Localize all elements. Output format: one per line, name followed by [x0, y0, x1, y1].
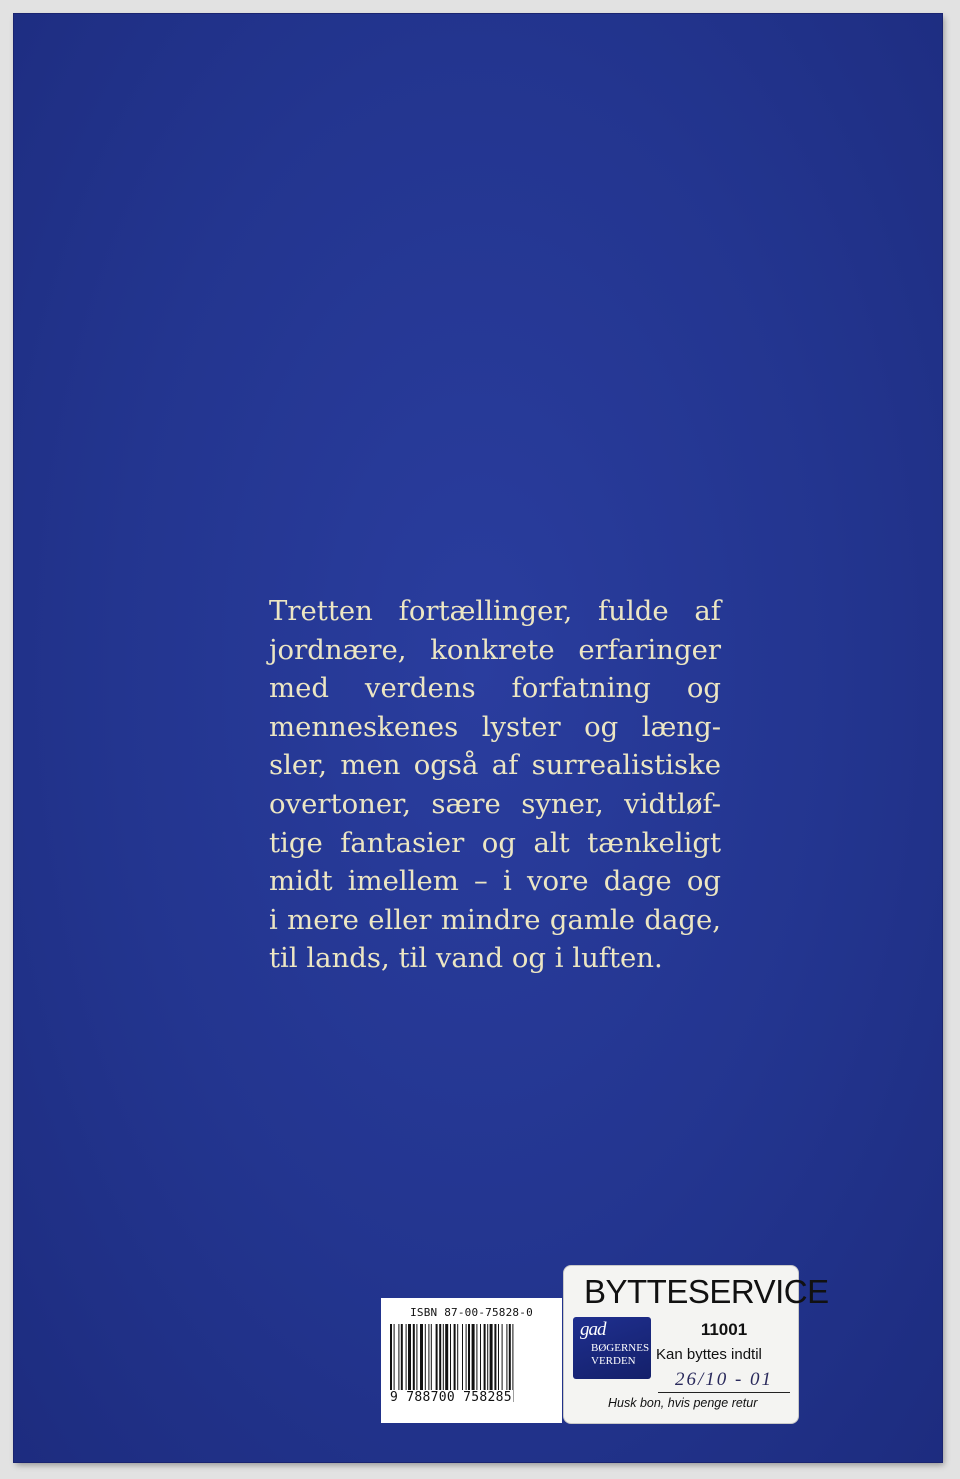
exchange-sticker [564, 1266, 829, 1423]
blurb-line: til lands, til vand og i luften. [269, 942, 663, 975]
logo-line-2: VERDEN [591, 1355, 636, 1367]
sticker-footer: Husk bon, hvis penge retur [608, 1396, 758, 1410]
blurb-line: sler, men også af surrealistiske [269, 749, 721, 782]
ean-digits-text: 9 788700 758285 [390, 1390, 512, 1405]
logo-wordmark: gad [580, 1319, 606, 1340]
cover-panel [14, 14, 942, 1462]
handwritten-date: 26/10 - 01 [658, 1370, 790, 1393]
logo-line-1: BØGERNES [591, 1342, 650, 1354]
blurb-line: med verdens forfatning og [269, 672, 721, 705]
blurb-line: midt imellem – i vore dage og [269, 865, 721, 898]
blurb-line: Tretten fortællinger, fulde af [269, 595, 721, 627]
isbn-barcode-label [381, 1298, 562, 1423]
blurb-line: menneskenes lyster og læng- [269, 710, 721, 743]
blurb-line: i mere eller mindre gamle dage, [269, 903, 721, 936]
store-logo [573, 1317, 651, 1379]
sticker-title: BYTTESERVICE [584, 1273, 829, 1310]
isbn-number: ISBN 87-00-75828-0 [410, 1306, 533, 1319]
blurb-line: tige fantasier og alt tænkeligt [269, 826, 721, 859]
exchange-label: Kan byttes indtil [656, 1346, 762, 1363]
blurb-line: overtoner, sære syner, vidtløf- [269, 787, 721, 820]
blurb-line: jordnære, konkrete erfaringer [269, 633, 721, 666]
ean-digits [389, 1390, 554, 1406]
blurb-text [269, 592, 721, 978]
sticker-number: 11001 [700, 1320, 748, 1339]
